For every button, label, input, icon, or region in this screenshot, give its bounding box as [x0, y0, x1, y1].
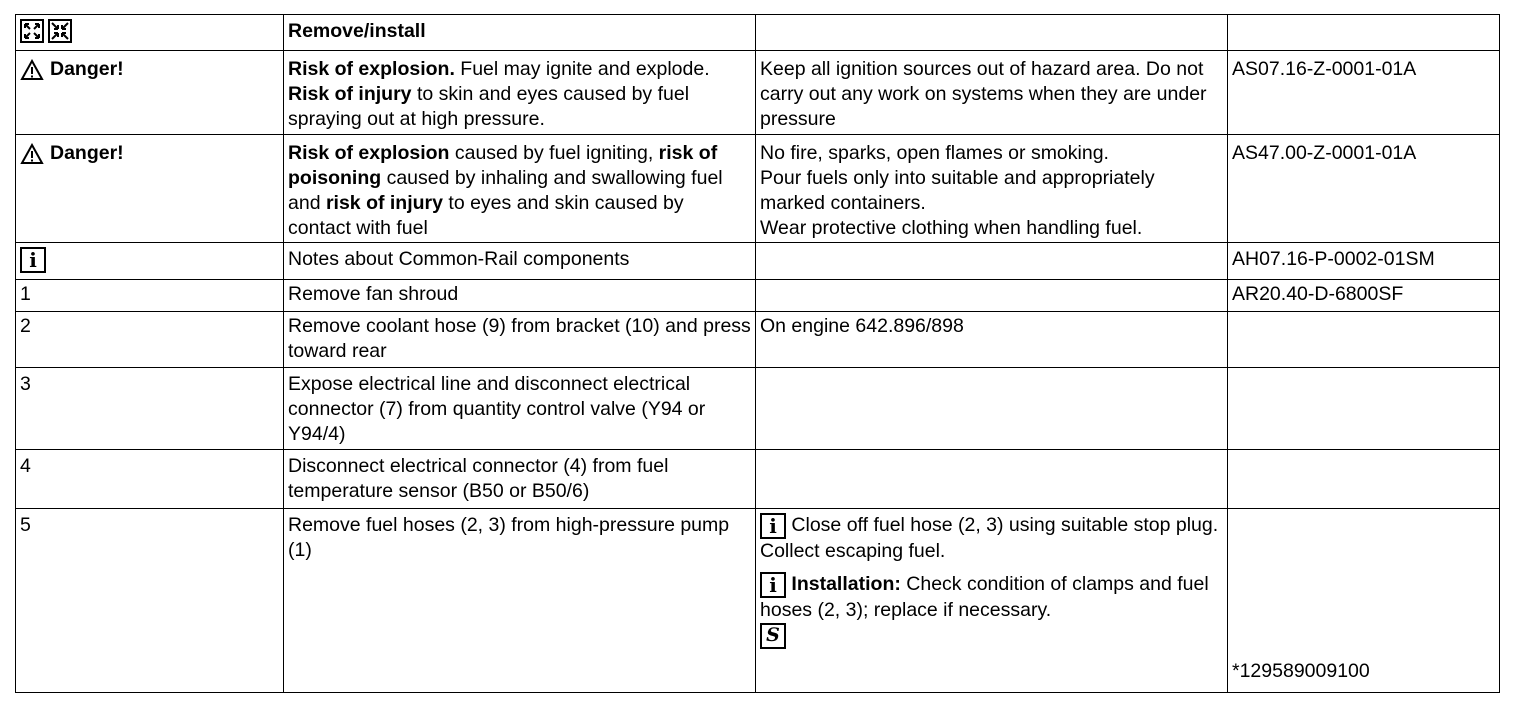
- danger-2-description: Risk of explosion caused by fuel igniting, risk of poisoning caused by inhaling and swallowing fuel and risk of injury to eyes and skin caused by contact with fuel: [284, 135, 756, 243]
- header-title: Remove/install: [284, 15, 756, 51]
- danger-label: Danger!: [20, 135, 124, 166]
- danger-1-description: Risk of explosion. Fuel may ignite and explode. Risk of injury to skin and eyes caused by fuel spraying out at high pressure.: [284, 51, 756, 135]
- danger-1-notes: Keep all ignition sources out of hazard area. Do not carry out any work on systems when they are under pressure: [756, 51, 1228, 135]
- special-tool-icon: S: [760, 623, 786, 649]
- header-icons-cell: [16, 15, 284, 51]
- step-note: On engine 642.896/898: [760, 315, 964, 337]
- warning-triangle-icon: [20, 59, 44, 81]
- install-icon: [48, 19, 72, 43]
- info-icon: i: [760, 572, 786, 598]
- step-number: 4: [20, 455, 31, 477]
- remove-icon: [20, 19, 44, 43]
- danger-2-ref: AS47.00-Z-0001-01A: [1228, 135, 1500, 243]
- info-row: [16, 243, 1500, 280]
- step-description: Disconnect electrical connector (4) from fuel temperature sensor (B50 or B50/6): [288, 455, 669, 502]
- step-description: Expose electrical line and disconnect electrical connector (7) from quantity control valve (Y94 or Y94/4): [288, 373, 706, 445]
- step-number: 1: [20, 283, 31, 305]
- step-description: Remove fuel hoses (2, 3) from high-pressure pump (1): [288, 514, 730, 561]
- step-row-5: [16, 509, 1500, 693]
- step-number: 3: [20, 373, 31, 395]
- info-icon: i: [20, 247, 46, 273]
- danger-2-notes: No fire, sparks, open flames or smoking. Pour fuels only into suitable and appropriately marked containers. Wear protective clothing when handling fuel.: [756, 135, 1228, 243]
- danger-row-2: [16, 135, 1500, 243]
- procedure-table: [15, 14, 1500, 693]
- warning-triangle-icon: [20, 143, 44, 165]
- step-row-3: [16, 368, 1500, 450]
- step-ref: AR20.40-D-6800SF: [1232, 283, 1404, 305]
- danger-1-ref: AS07.16-Z-0001-01A: [1228, 51, 1500, 135]
- step-5-notes: i Close off fuel hose (2, 3) using suitable stop plug. Collect escaping fuel. i Installation: Check condition of clamps and fuel hoses (2, 3); replace if necessary. S: [756, 509, 1228, 693]
- step-description: Remove coolant hose (9) from bracket (10) and press toward rear: [288, 315, 751, 362]
- step-number: 2: [20, 315, 31, 337]
- info-ref: AH07.16-P-0002-01SM: [1228, 243, 1500, 280]
- step-number: 5: [20, 514, 31, 536]
- step-ref: *129589009100: [1232, 660, 1370, 682]
- step-description: Remove fan shroud: [288, 283, 459, 305]
- info-description: Notes about Common-Rail components: [284, 243, 756, 280]
- step-row-2: [16, 312, 1500, 368]
- step-row-1: [16, 280, 1500, 312]
- header-row: [16, 15, 1500, 51]
- danger-label: Danger!: [20, 51, 124, 82]
- info-icon: i: [760, 513, 786, 539]
- danger-row-1: [16, 51, 1500, 135]
- step-row-4: [16, 450, 1500, 509]
